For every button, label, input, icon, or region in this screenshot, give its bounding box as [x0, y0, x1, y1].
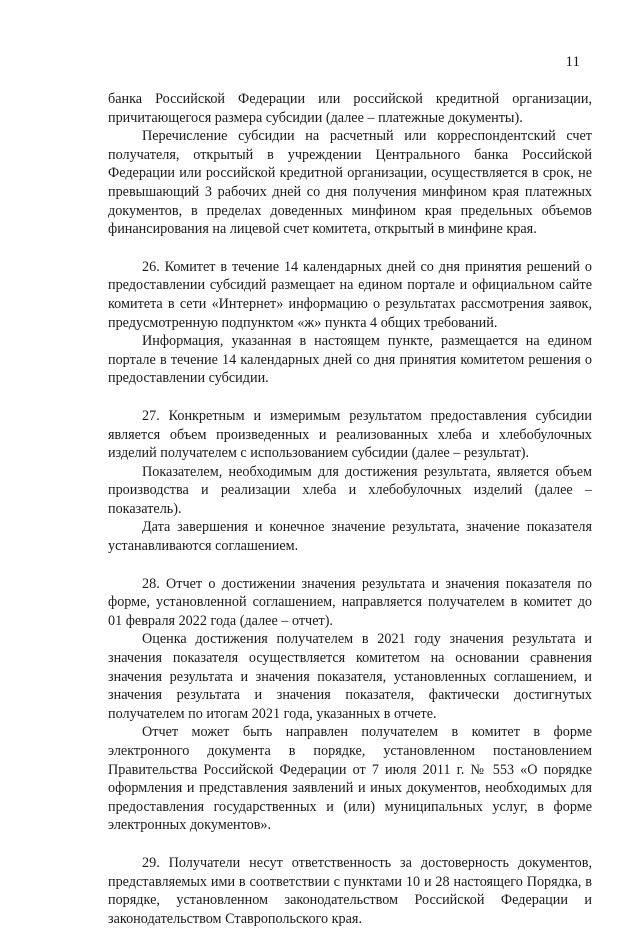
paragraph-subsidy-transfer: Перечисление субсидии на расчетный или корреспондентский счет получателя, открытый в учреждении Центрального банка Российской Федерации или российской кредитной организации, осуществляется в срок, не превышающий 3 рабочих дней со дня получения минфином края платежных документов, в пределах доведенных минфином края предельных объемов финансирования на лицевой счет комитета, открытый в минфине края.: [108, 128, 592, 238]
document-body: [108, 90, 592, 928]
paragraph-27-indicator: Показателем, необходимым для достижения результата, является объем производства и реализации хлеба и хлебобулочных изделий (далее – показатель).: [108, 463, 592, 517]
paragraph-28-electronic: Отчет может быть направлен получателем в комитет в форме электронного документа в порядке, установленном постановлением Правительства Российской Федерации от 7 июля 2011 г. № 553 «О порядке оформления и представления заявлений и иных документов, необходимых для предоставления государственных и (или) муниципальных услуг, в форме электронных документов».: [108, 724, 592, 834]
page-number: 11: [565, 54, 580, 70]
paragraph-28: 28. Отчет о достижении значения результата и значения показателя по форме, установленной соглашением, направляется получателем в комитет до 01 февраля 2022 года (далее – отчет).: [108, 575, 592, 629]
paragraph-27-date: Дата завершения и конечное значение результата, значение показателя устанавливаются соглашением.: [108, 519, 592, 555]
paragraph-27: 27. Конкретным и измеримым результатом предоставления субсидии является объем произведенных и реализованных хлеба и хлебобулочных изделий получателем с использованием субсидии (далее – результат).: [108, 407, 592, 462]
paragraph-28-assessment: Оценка достижения получателем в 2021 году значения результата и значения показателя осуществляется комитетом на основании сравнения значения результата и значения показателя, установленных соглашением, и значения результата и значения показателя, фактически достигнутых получателем по итогам 2021 года, указанных в отчете.: [108, 631, 592, 722]
paragraph-29: 29. Получатели несут ответственность за достоверность документов, представляемых ими в соответствии с пунктами 10 и 28 настоящего Порядка, в порядке, установленном законодательством Российской Федерации и законодательством Ставропольского края.: [108, 854, 592, 927]
paragraph-bank-continuation: банка Российской Федерации или российской кредитной организации, причитающегося размера субсидии (далее – платежные документы).: [108, 91, 592, 126]
paragraph-26-info: Информация, указанная в настоящем пункте, размещается на едином портале в течение 14 календарных дней со дня принятия комитетом решения о предоставлении субсидии.: [108, 333, 592, 387]
paragraph-26: 26. Комитет в течение 14 календарных дней со дня принятия решений о предоставлении субсидий размещает на едином портале и официальном сайте комитета в сети «Интернет» информацию о результатах рассмотрения заявок, предусмотренную подпунктом «ж» пункта 4 общих требований.: [108, 258, 592, 331]
